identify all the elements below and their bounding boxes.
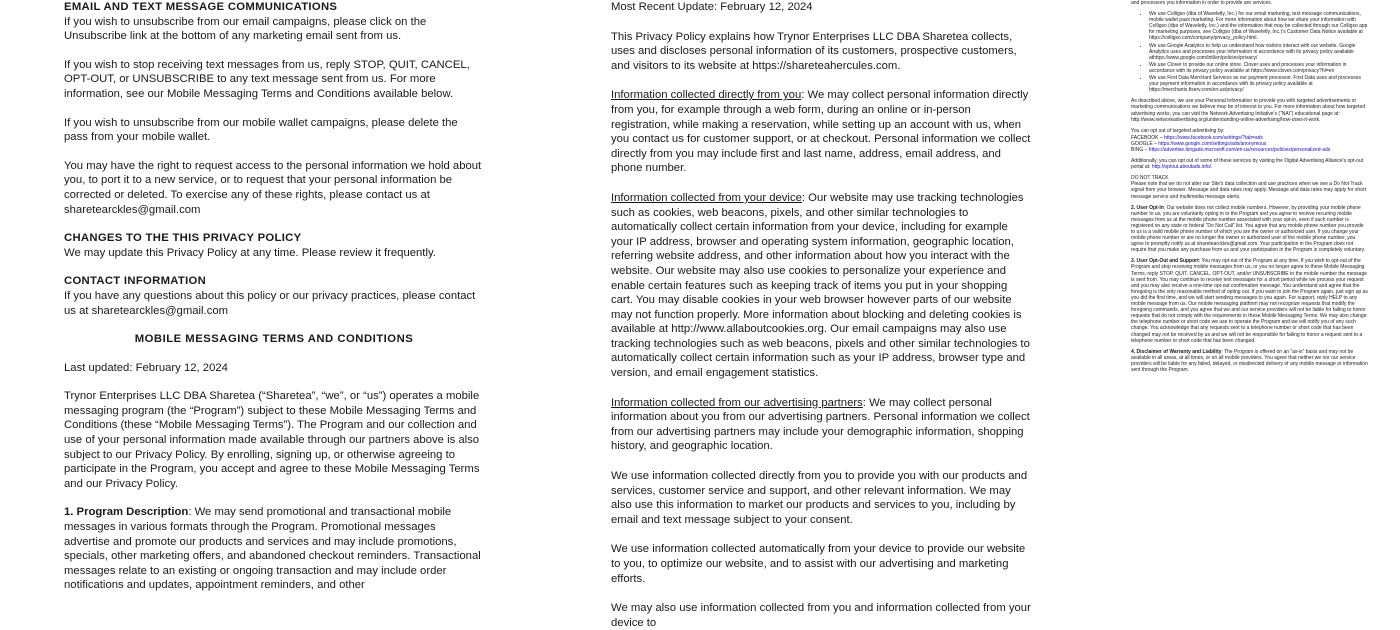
bing-optout [1131, 147, 1369, 153]
list-item: • We use Google Analytics to help us understand how visitors interact with our website. Google Analytics uses and processes your information in accordance with its privacy policy available athttps://www.google.com/intl/en/policies/privacy/ [1149, 43, 1369, 61]
use-direct-text: We use information collected directly from you to provide you with our products and services, customer service and support, and other relevant information. We may also use this information to market our products and services to you, including by email and text message subject to your consent. [611, 470, 1028, 526]
do-not-track-text: Please note that we do not alter our Site's data collection and use practices when we see a Do Not Track signal from your browser. Message and data rates may apply. Message and data rates may apply for short message service and multimedia message alerts. [1131, 181, 1367, 200]
daa-optout-link[interactable]: http://optout.aboutads.info/. [1151, 164, 1213, 171]
bing-label: BING – [1131, 146, 1149, 153]
mobile-terms-heading: MOBILE MESSAGING TERMS AND CONDITIONS [134, 333, 414, 346]
rights-text: You may have the right to request access to the personal information we hold about you, to port it to a new service, or to request that your personal information be corrected or deleted. To exercise any of these rights, please contact us at sharetearckles@gmail.com [64, 159, 482, 216]
google-optout-link[interactable]: https://www.google.com/settings/ads/anonymous [1158, 140, 1267, 147]
right-column [1131, 0, 1369, 500]
direct-info-text: : We may collect personal information directly from you, for example through a web form, during an online or in-person registration, while making a reservation, while setting up an account with us, when you contact us for customer support, or at checkout. Personal information we collect directly from you may include first and last name, address, email address, and phone number. [611, 89, 1031, 175]
use-device-text: We use information collected automatically from your device to provide our website to you, to optimize our website, and to assist with our advertising and marketing efforts. [611, 543, 1026, 585]
user-opt-out-text: : You may opt-out of the Program at any time. If you wish to opt-out of the Program and stop receiving mobile messages from us, or you no longer agree to these Mobile Messaging Terms, reply STOP, QUIT, CANCEL, OPT-OUT, and/or UNSUBSCRIBE to the mobile number the message is sent from. You may continue to receive text messages for a short period while we process your request and you may also receive a one-time opt-out confirmation message. You understand and agree that the foregoing is the only reasonable method of opting out. If you want to join the Program again, just sign up as you did the first time, and we will start sending messages to you again. For support, reply HELP to any mobile message from us. Our mobile messaging platform may not recognize requests that modify the foregoing commands, and you agree that we and our service providers will not be liable for failing to honor requests that do not comply with the requirements in these Mobile Messaging Terms. We may also change the telephone number or short code we use to operate the Program and we will notify you of any such change. You acknowledge that any requests sent to a telephone number or short code that has been changed may not be received by us and we will not be responsible for failing to honor a request sent to a telephone number or short code that has been changed. [1131, 258, 1368, 344]
do-not-track-heading: DO NOT TRACK [1131, 175, 1169, 182]
facebook-optout-link[interactable]: https://www.facebook.com/settings/?tab=ads [1164, 134, 1263, 141]
program-description [64, 505, 484, 593]
device-info-paragraph [611, 191, 1031, 381]
contact-text: If you have any questions about this policy or our privacy practices, please contact us at sharetearckles@gmail.com [64, 289, 476, 317]
email-unsubscribe-text: If you wish to unsubscribe from our email campaigns, please click on the Unsubscribe link at the bottom of any marketing email sent from us. [64, 15, 427, 43]
disclaimer-text: : The Program is offered on an “as-is” basis and may not be available in all areas, at all times, or on all mobile providers. You agree that neither we nor our service providers will be liable for any failed, delayed, or misdirected delivery of any mobile message or information sent through the Program. [1131, 348, 1368, 373]
user-opt-in-text: : Our website does not collect mobile numbers. However, by providing your mobile phone number to us, you are voluntarily opting in to the Program and you agree to receive recurring mobile messages from us at the mobile phone number associated with your opt-in, even if such number is registered on any state or federal “Do Not Call” list. You agree that any mobile phone number you provide to us is a valid mobile phone number of which you are the owner or authorized user. If you change your mobile phone number or are no longer the owner or authorized user of the mobile phone number, you agree to promptly notify us at sharetearckles@gmail.com. Your participation in the Program does not require that you make any purchase from us and your participation in the Program is completely voluntary. [1131, 204, 1366, 254]
program-description-heading: 1. Program Description [64, 506, 189, 519]
left-column [64, 0, 484, 592]
daa-text: Additionally, you can opt out of some of these services by visiting the Digital Advertising Alliance's opt-out portal at: [1131, 158, 1364, 171]
bing-optout-link[interactable]: https://advertise.bingads.microsoft.com/en-us/resources/policies/personalized-ads [1148, 146, 1331, 153]
partners-info-heading: Information collected from our advertising partners [611, 396, 863, 409]
processors-text: and processors you information in order to provide are services. [1131, 0, 1273, 6]
facebook-label: FACEBOOK – [1131, 134, 1165, 141]
recent-update: Most Recent Update: February 12, 2024 [611, 1, 813, 13]
device-info-text: : Our website may use tracking technologies such as cookies, web beacons, pixels, and other similar technologies to automatically collect certain information from your device, including for example your IP address, browser and operating system information, geographic location, referring website address, and other information about how you interact with the website. Our website may also use cookies to personalize your experience and enable certain features such as keeping track of items you put in your shopping cart. You may disable cookies in your web browser however parts of our website may not function properly. More information about blocking and deleting cookies is available at http://www.allaboutcookies.org. Our email campaigns may also use tracking technologies such as web beacons, pixels and other similar technologies to automatically collect certain information such as your IP address, browser type and version, and email engagement statistics. [611, 191, 1030, 380]
program-description-text: : We may send promotional and transactional mobile messages in various formats through the Program. Promotional messages advertise and promote our products and services and may include promotions, specials, other marketing offers, and abandoned checkout reminders. Transactional messages relate to an existing or ongoing transaction and may include order notifications and updates, appointment reminders, and other [64, 506, 481, 592]
service-providers-list [1131, 11, 1369, 93]
list-item: • We use First Data Merchant Services as our payment processor. First Data uses and processes your payment information in accordance with its privacy policy available at https://merchants.fiserv.com/en-us/privacy/ [1149, 75, 1369, 93]
use-combined-text: We may also use information collected from you and information collected from your device to [611, 602, 1031, 629]
contact-heading: CONTACT INFORMATION [64, 275, 207, 288]
wallet-unsubscribe-text: If you wish to unsubscribe from our mobile wallet campaigns, please delete the pass from your mobile wallet. [64, 116, 458, 144]
email-communications-heading: EMAIL AND TEXT MESSAGE COMMUNICATIONS [64, 1, 338, 13]
partners-info-text: : We may collect personal information about you from our advertising partners. Personal information we collect from our advertising partners may include your demographic information, shopping history, and geographic location. [611, 396, 1030, 453]
user-opt-out [1131, 258, 1369, 343]
last-updated: Last updated: February 12, 2024 [64, 361, 228, 374]
trynor-intro-text: Trynor Enterprises LLC DBA Sharetea (“Sharetea”, “we”, or “us”) operates a mobile messaging program (the “Program”) subject to these Mobile Messaging Terms and Conditions (these “Mobile Messaging Terms”). The Program and our collection and use of your personal information made available through our partners above is also subject to our Privacy Policy. By enrolling, signing up, or otherwise agreeing to participate in the Program, you accept and agree to these Mobile Messaging Terms and our Privacy Policy. [64, 390, 480, 490]
changes-heading: CHANGES TO THE THIS PRIVACY POLICY [64, 232, 302, 245]
direct-info-heading: Information collected directly from you [611, 89, 802, 102]
middle-column [611, 0, 1031, 629]
disclaimer [1131, 349, 1369, 373]
changes-text: We may update this Privacy Policy at any time. Please review it frequently. [64, 246, 436, 259]
targeted-ads-text: As described above, we use your Personal Information to provide you with targeted advertisements or marketing communications we believe may be of interest to you. For more information about how targeted advertising works, you can visit the Network Advertising Initiative's (“NAI”) educational page at: http://www.networkadvertising.org/understanding-online-advertising/how-does-it-work. [1131, 98, 1366, 123]
disclaimer-heading: 4. Disclaimer of Warranty and Liability [1131, 348, 1222, 355]
optout-intro: You can opt out of targeted advertising by: [1131, 127, 1225, 134]
direct-info-paragraph [611, 88, 1031, 176]
user-opt-in [1131, 205, 1369, 254]
device-info-heading: Information collected from your device [611, 191, 802, 204]
daa-optout [1131, 158, 1369, 170]
privacy-intro: This Privacy Policy explains how Trynor Enterprises LLC DBA Sharetea collects, uses and discloses personal information of its customers, prospective customers, and visitors to its website at https://shareteahercules.com. [611, 30, 1017, 72]
list-item: • We use Colligso (dba of Waveletly, Inc.) for our email marketing, text message communications, mobile wallet pass marketing. For more information about how we share your information with Colligso (dba of Waveletly, Inc.) and the information that may be collected through our Colligso app for marketing purposes, see Colligso (dba of Waveletly, Inc.)'s Customer Data Notice available at https://colligso.com/company/privacy_policy.html. [1149, 11, 1369, 41]
partners-info-paragraph [611, 396, 1031, 454]
text-unsubscribe-text: If you wish to stop receiving text messages from us, reply STOP, QUIT, CANCEL, OPT-OUT, or UNSUBSCRIBE to any text message sent from us. For more information, see our Mobile Messaging Terms and Conditions available below. [64, 58, 470, 100]
user-opt-out-heading: 3. User Opt-Out and Support [1131, 258, 1199, 265]
user-opt-in-heading: 2. User Opt-In [1131, 204, 1164, 211]
list-item: • We use Clover to provide our online store. Clover uses and processes your information in accordance with its privacy policy available at https://www.clover.com/privacy?hl=en [1149, 62, 1369, 74]
google-label: GOOGLE – [1131, 140, 1159, 147]
